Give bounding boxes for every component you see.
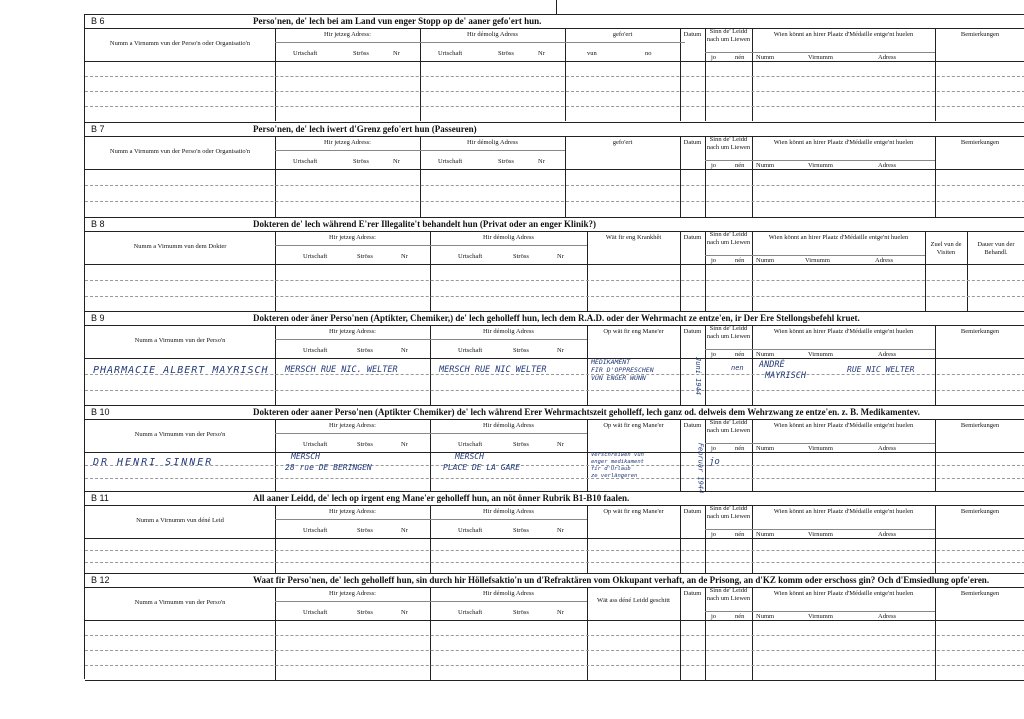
addr-then-header: Hir démolig Adress (483, 422, 534, 429)
b10-addr-then-entry-1: MERSCH (455, 452, 484, 461)
name-column-header: Numm a Virnumm vun der Perso'n oder Organisatio'n (109, 148, 251, 155)
b10-manner-entry-4: ze verlängeren (591, 473, 638, 479)
adress-header: Adress (878, 54, 897, 61)
addr-now-header: Hir jetzeg Adress: (329, 328, 376, 335)
virnumm-header: Virnumm (808, 445, 833, 452)
adress-header: Adress (878, 351, 897, 358)
entry-area[interactable] (85, 538, 1024, 574)
addr-now-header: Hir jetzeg Adress: (329, 590, 376, 597)
column-header-row (85, 587, 1024, 621)
strass-header: Ströss (357, 527, 373, 534)
b9-date-entry: Juni 1944 (693, 357, 702, 395)
section-b12 (85, 573, 1024, 681)
section-label: B 8 (91, 219, 105, 229)
numm-header: Numm (756, 54, 775, 61)
refractaires-form (84, 14, 1024, 679)
virnumm-header: Virnumm (808, 54, 833, 61)
addr-then-header: Hir démolig Adress (483, 234, 534, 241)
remarks-header: Bemierkungen (960, 508, 1000, 515)
jo-header: jo (711, 613, 717, 620)
nr-header: Nr (401, 441, 408, 448)
section-header (85, 406, 1024, 420)
section-title: Dokteren oder äner Perso'nen (Aptikter, Chemiker,) de' lech geholleff hun, lech dem R.A.D. oder der Wehrmacht ze entze'en, ir Der Ere Stellongsbefehl kruet. (253, 313, 860, 323)
b9-manner-entry-3: VUN ENGER WUNN (591, 374, 646, 382)
datum-header: Datum (683, 31, 702, 38)
section-header (85, 218, 1024, 232)
name-column-header: Numm a Virnumm vun der Perso'n (134, 431, 226, 438)
section-title: Dokteren de' lech während E'rer Illegalite't behandelt hun (Privat oder an enger Klinik?) (253, 219, 597, 229)
b10-manner-entry-1: Verschreiwen vun (591, 452, 644, 458)
section-title: Dokteren oder aaner Perso'nen (Aptikter Chemiker) de' lech während Erer Wehrmachtszeit geholleff, lech ganz od. delweis dem Wehrzwang ze entze'en. z. B. Medikamentev. (253, 407, 920, 417)
section-label: B 7 (91, 124, 105, 134)
nen-header: nén (735, 445, 745, 452)
virnumm-header: Virnumm (808, 613, 833, 620)
b10-manner-entry-3: fir d'Urlaub (591, 466, 631, 472)
nr-header: Nr (393, 50, 400, 57)
column-header-row (85, 136, 1024, 170)
medal-header: Wien könnt an hirer Plaatz d'Médaille entge'nt huelen (773, 328, 914, 335)
column-header-row (85, 231, 1024, 265)
virnumm-header: Virnumm (808, 531, 833, 538)
adress-header: Adress (878, 613, 897, 620)
section-label: B 10 (91, 407, 110, 417)
section-b10 (85, 405, 1024, 492)
medal-header: Wien könnt an hirer Plaatz d'Médaille entge'nt huelen (773, 31, 914, 38)
ortschaft-header: Urtschaft (293, 50, 318, 57)
numm-header: Numm (756, 445, 775, 452)
nen-header: nén (735, 54, 745, 61)
datum-header: Datum (683, 590, 702, 597)
jo-header: jo (711, 351, 717, 358)
b10-name-entry: DR HENRI SINNER (93, 457, 214, 468)
column-header-row (85, 28, 1024, 62)
section-b7 (85, 122, 1024, 218)
nr-header: Nr (393, 158, 400, 165)
strass-header: Ströss (513, 347, 529, 354)
col3-header: Wät fir eng Krankhêt (605, 234, 662, 241)
adress-header: Adress (878, 445, 897, 452)
entry-area[interactable] (85, 358, 1024, 406)
medal-header: Wien könnt an hirer Plaatz d'Médaille entge'nt huelen (773, 508, 914, 515)
b9-medal-adress-entry: RUE NIC WELTER (847, 365, 915, 374)
section-b8 (85, 217, 1024, 312)
addr-then-header: Hir démolig Adress (483, 508, 534, 515)
col3-header: Op wät fir eng Mane'er (603, 508, 664, 515)
section-label: B 12 (91, 575, 110, 585)
addr-now-header: Hir jetzeg Adress: (329, 422, 376, 429)
alive-header: Sinn de' Leidd nach um Liewen (706, 505, 751, 520)
strass-header: Ströss (513, 609, 529, 616)
ortschaft-header: Urtschaft (458, 253, 483, 260)
nen-header: nén (735, 257, 745, 264)
strass-header: Ströss (498, 50, 514, 57)
ortschaft-header: Urtschaft (293, 158, 318, 165)
alive-header: Sinn de' Leidd nach um Liewen (706, 419, 751, 434)
col3-header: Wät ass déné Leidd geschitt (597, 597, 670, 604)
b10-addr-then-entry-2: PLACE DE LA GARE (443, 463, 521, 472)
numm-header: Numm (756, 351, 775, 358)
name-column-header: Numm a Virnumm vun der Perso'n (134, 599, 226, 606)
addr-then-header: Hir démolig Adress (483, 590, 534, 597)
strass-header: Ströss (513, 441, 529, 448)
b10-manner-entry-2: enger medikament (591, 459, 644, 465)
addr-now-header: Hir jetzeg Adress: (329, 234, 376, 241)
strass-header: Ströss (498, 158, 514, 165)
numm-header: Numm (756, 257, 775, 264)
ortschaft-header: Urtschaft (438, 50, 463, 57)
medal-header: Wien könnt an hirer Plaatz d'Médaille entge'nt huelen (773, 422, 914, 429)
ortschaft-header: Urtschaft (458, 609, 483, 616)
remarks-header: Bemierkungen (960, 139, 1000, 146)
adress-header: Adress (875, 257, 894, 264)
b9-medal-numm-entry: ANDRÉ (759, 360, 785, 370)
addr-then-header: Hir démolig Adress (467, 139, 518, 146)
name-column-header: Numm a Virnumm vun der Perso'n (134, 337, 226, 344)
nr-header: Nr (401, 609, 408, 616)
visits-header: Zuel vun de Visiten (930, 241, 962, 256)
datum-header: Datum (683, 508, 702, 515)
remarks-header: Bemierkungen (960, 422, 1000, 429)
col3b-header: no (645, 50, 652, 57)
b9-addr-then-entry: MERSCH RUE NIC WELTER (439, 365, 547, 375)
b9-manner-entry-2: FIR D'OPPRESCHEN (591, 366, 654, 374)
section-label: B 6 (91, 16, 105, 26)
section-title: Perso'nen, de' lech iwert d'Grenz gefo'ert hun (Passeuren) (253, 124, 477, 134)
medal-header: Wien könnt an hirer Plaatz d'Médaille entge'nt huelen (768, 234, 909, 241)
datum-header: Datum (683, 139, 702, 146)
entry-area[interactable] (85, 264, 1024, 312)
addr-then-header: Hir démolig Adress (467, 31, 518, 38)
col3-header: Op wät fir eng Mane'er (603, 328, 664, 335)
entry-area[interactable] (85, 620, 1024, 680)
name-column-header: Numm a Virnumm vun déné Leid (136, 517, 224, 524)
section-title: Waat fir Perso'nen, de' lech geholleff hun, sin durch hir Höllefsaktio'n un d'Refraktären vom Okkupant verhaft, an de Prisong, an d'KZ komm oder erschoss gin? Och d'Emsiedlung opfe'eren. (253, 575, 990, 585)
col3-header: Op wät fir eng Mane'er (603, 422, 664, 429)
section-header (85, 15, 1024, 29)
ortschaft-header: Urtschaft (303, 609, 328, 616)
medal-header: Wien könnt an hirer Plaatz d'Médaille entge'nt huelen (773, 139, 914, 146)
nen-header: nén (735, 531, 745, 538)
b9-alive-entry: nen (731, 364, 744, 372)
entry-area[interactable] (85, 169, 1024, 218)
b10-date-entry: Februar 1944 (696, 442, 705, 494)
addr-now-header: Hir jetzeg Adress: (329, 508, 376, 515)
virnumm-header: Virnumm (808, 162, 833, 169)
jo-header: jo (711, 54, 717, 61)
datum-header: Datum (683, 328, 702, 335)
section-title: All aaner Leidd, de' lech op irgent eng Mane'er geholleff hun, an nöt önner Rubrik B1-B10 faalen. (253, 493, 630, 503)
strass-header: Ströss (357, 609, 373, 616)
jo-header: jo (711, 257, 717, 264)
nr-header: Nr (557, 527, 564, 534)
virnumm-header: Virnumm (805, 257, 830, 264)
strass-header: Ströss (357, 441, 373, 448)
nr-header: Nr (557, 441, 564, 448)
strass-header: Ströss (513, 527, 529, 534)
nr-header: Nr (401, 347, 408, 354)
adress-header: Adress (878, 162, 897, 169)
col3a-header: vun (587, 50, 597, 57)
col3-header: gefo'ert (612, 31, 633, 38)
section-b6 (85, 14, 1024, 123)
nr-header: Nr (557, 609, 564, 616)
section-header (85, 492, 1024, 506)
col3-header: gefo'ert (612, 139, 633, 146)
nr-header: Nr (538, 50, 545, 57)
ortschaft-header: Urtschaft (303, 441, 328, 448)
alive-header: Sinn de' Leidd nach um Liewen (706, 325, 751, 340)
alive-header: Sinn de' Leidd nach um Liewen (706, 587, 751, 602)
b10-alive-entry: jo (709, 457, 720, 467)
section-label: B 11 (91, 493, 109, 503)
numm-header: Numm (756, 613, 775, 620)
strass-header: Ströss (357, 347, 373, 354)
nr-header: Nr (557, 347, 564, 354)
b9-addr-now-entry: MERSCH RUE NIC. WELTER (285, 365, 398, 375)
ortschaft-header: Urtschaft (458, 441, 483, 448)
ortschaft-header: Urtschaft (438, 158, 463, 165)
strass-header: Ströss (353, 158, 369, 165)
nr-header: Nr (538, 158, 545, 165)
ortschaft-header: Urtschaft (458, 347, 483, 354)
duration-header: Dauer vun der Behandl. (977, 241, 1015, 256)
entry-area[interactable] (85, 61, 1024, 121)
column-header-row (85, 505, 1024, 539)
remarks-header: Bemierkungen (960, 328, 1000, 335)
jo-header: jo (711, 531, 717, 538)
strass-header: Ströss (357, 253, 373, 260)
strass-header: Ströss (513, 253, 529, 260)
column-header-row (85, 325, 1024, 359)
datum-header: Datum (683, 234, 702, 241)
name-column-header: Numm a Virnumm vun der Perso'n oder Organisatio'n (109, 40, 251, 47)
section-b9 (85, 311, 1024, 406)
nr-header: Nr (401, 253, 408, 260)
column-header-row (85, 419, 1024, 453)
nen-header: nén (735, 162, 745, 169)
b10-addr-now-entry-2: 28 rue DE BERINGEN (285, 463, 372, 472)
alive-header: Sinn de' Leidd nach um Liewen (706, 28, 751, 43)
addr-now-header: Hir jetzeg Adress: (324, 139, 371, 146)
nr-header: Nr (557, 253, 564, 260)
nen-header: nén (735, 613, 745, 620)
alive-header: Sinn de' Leidd nach um Liewen (706, 231, 751, 246)
b10-addr-now-entry-1: MERSCH (291, 452, 320, 461)
adress-header: Adress (878, 531, 897, 538)
addr-now-header: Hir jetzeg Adress: (324, 31, 371, 38)
name-column-header: Numm a Virnumm vun dem Dokter (133, 243, 227, 250)
nr-header: Nr (401, 527, 408, 534)
ortschaft-header: Urtschaft (303, 527, 328, 534)
section-header (85, 123, 1024, 137)
jo-header: jo (711, 445, 717, 452)
ortschaft-header: Urtschaft (458, 527, 483, 534)
ortschaft-header: Urtschaft (303, 347, 328, 354)
b9-medal-virnumm-entry: MAYRISCH (765, 371, 806, 381)
section-title: Perso'nen, de' lech bei am Land vun enger Stopp op de' aaner gefo'ert hun. (253, 16, 542, 26)
addr-then-header: Hir démolig Adress (483, 328, 534, 335)
remarks-header: Bemierkungen (960, 31, 1000, 38)
datum-header: Datum (683, 422, 702, 429)
section-header (85, 312, 1024, 326)
top-tick-mark (556, 0, 557, 14)
alive-header: Sinn de' Leidd nach um Liewen (706, 136, 751, 151)
virnumm-header: Virnumm (808, 351, 833, 358)
numm-header: Numm (756, 162, 775, 169)
numm-header: Numm (756, 531, 775, 538)
strass-header: Ströss (353, 50, 369, 57)
section-label: B 9 (91, 313, 105, 323)
section-header (85, 574, 1024, 588)
b9-manner-entry-1: MEDIKAMENT (591, 358, 631, 366)
medal-header: Wien könnt an hirer Plaatz d'Médaille entge'nt huelen (773, 590, 914, 597)
nen-header: nén (735, 351, 745, 358)
ortschaft-header: Urtschaft (303, 253, 328, 260)
b9-name-entry: PHARMACIE ALBERT MAYRISCH (93, 365, 269, 376)
remarks-header: Bemierkungen (960, 590, 1000, 597)
jo-header: jo (711, 162, 717, 169)
section-b11 (85, 491, 1024, 574)
